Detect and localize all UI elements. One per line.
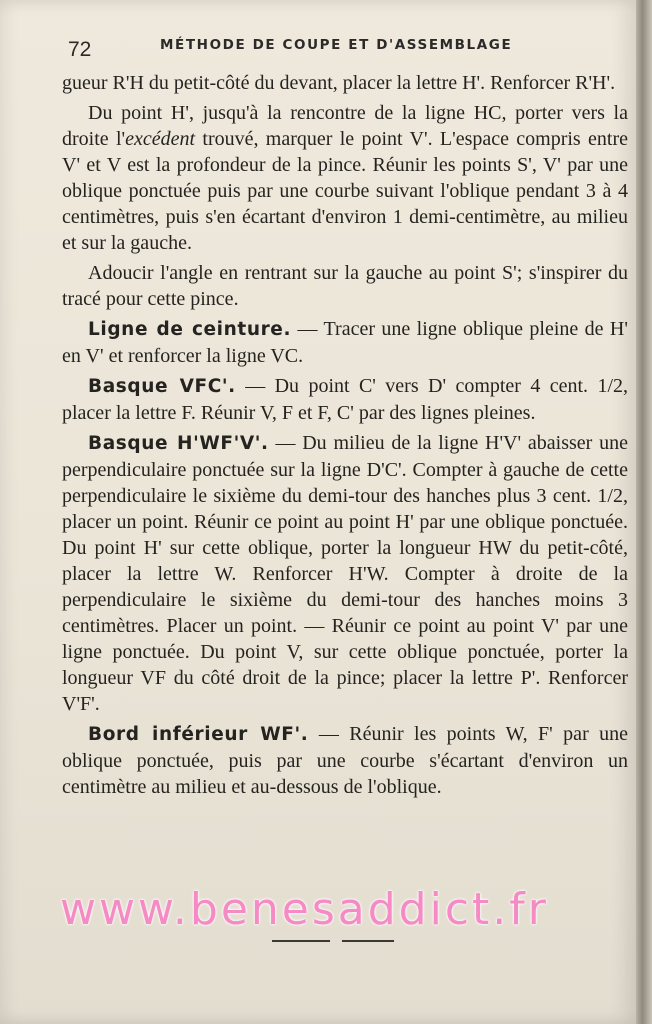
page-number: 72 — [68, 38, 92, 61]
paragraph-excedent — [62, 100, 628, 256]
running-title: MÉTHODE DE COUPE ET D'ASSEMBLAGE — [160, 37, 513, 53]
section-heading: Bord inférieur WF'. — [88, 724, 309, 745]
section-text: — Du point C' vers D' compter 4 cent. 1/2, placer la lettre F. Réunir V, F et F, C' par des lignes pleines. — [62, 375, 629, 424]
end-rule-left — [272, 940, 330, 942]
end-rule-right — [342, 940, 394, 942]
section-text: — Réunir les points W, F' par une oblique ponctuée, puis par une courbe s'écartant d'environ un centimètre au milieu et au-dessous de l'oblique. — [62, 723, 629, 798]
section-heading: Ligne de ceinture. — [88, 319, 292, 340]
page-header — [68, 36, 628, 62]
section-text: — Tracer une ligne oblique pleine de H' en V' et renforcer la ligne VC. — [62, 318, 628, 367]
section-basque-vfc — [62, 373, 628, 426]
body-text — [62, 70, 628, 804]
section-ligne-ceinture — [62, 316, 628, 369]
paragraph-adoucir: Adoucir l'angle en rentrant sur la gauche au point S'; s'inspirer du tracé pour cette pince. — [62, 262, 628, 310]
section-basque-hwfv — [62, 430, 628, 717]
section-bord-inferieur — [62, 721, 628, 800]
italic-word: excédent — [125, 128, 196, 150]
page-edge — [636, 0, 652, 1024]
section-heading: Basque H'WF'V'. — [88, 433, 269, 454]
paragraph-continuation: gueur R'H du petit-côté du devant, placer la lettre H'. Renforcer R'H'. — [62, 72, 616, 94]
section-text: — Du milieu de la ligne H'V' abaisser une perpendiculaire ponctuée sur la ligne D'C'. Compter à gauche de cette perpendiculaire le sixième du demi-tour des hanches plus 3 cent. 1/2, placer un point. Réunir ce point au point H' par une oblique ponctuée. Du point H' sur cette oblique, porter la longueur HW du petit-côté, placer la lettre W. Renforcer H'W. Compter à droite de la perpendiculaire le sixième du demi-tour des hanches moins 3 centimètres. Placer un point. — Réunir ce point au point V' par une ligne ponctuée. Du point V, sur cette oblique ponctuée, porter la longueur VF du côté droit de la pince; placer la lettre P'. Renforcer V'F'. — [62, 432, 628, 715]
text-run: trouvé, marquer le point V'. L'espace compris entre V' et V est la profondeur de la pince. Réunir les points S', V' par une oblique ponctuée puis par une courbe suivant l'oblique pendant 3 à 4 centimètres, puis s'en écartant d'environ 1 demi-centimètre, au milieu et sur la gauche. — [62, 128, 628, 254]
text-run: Du point H', jusqu'à la rencontre de la ligne HC, porter vers la droite l' — [62, 102, 628, 150]
watermark-url: www.benesaddict.fr — [60, 884, 549, 935]
section-heading: Basque VFC'. — [88, 376, 236, 397]
